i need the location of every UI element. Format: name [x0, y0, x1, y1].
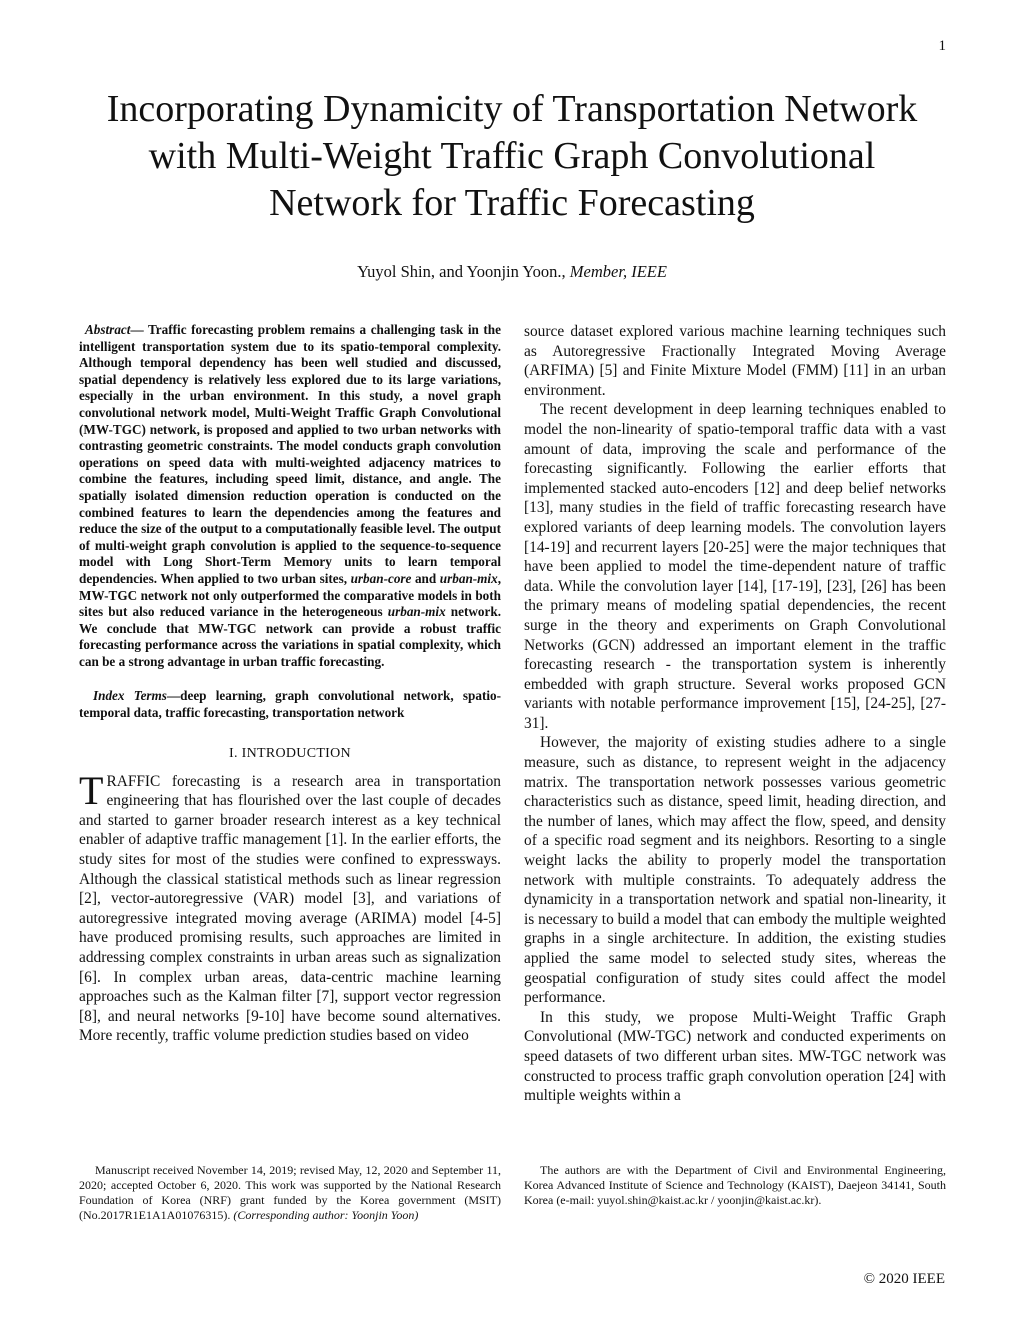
intro-text: forecasting is a research area in transportation engineering that has flourished over the last couple of decades and started to garner broader research interest as a key technical enabler of adaptive traffic management [1]. In the earlier efforts, the study sites for most of the studies were confined to expressways. Although the classical statistical methods such as linear regression [2], vector-autoregressive (VAR) model [3], and variations of autoregressive integrated moving average (ARIMA) model [4-5] have produced promising results, such approaches are limited in addressing complex constraints in urban areas such as signalization [6]. In complex urban areas, data-centric machine learning approaches such as the Kalman filter [7], support vector regression [8], and neural networks [9-10] have become sound alternatives. More recently, traffic volume prediction studies based on video — [79, 772, 501, 1045]
footnote-affiliation: The authors are with the Department of Civil and Environmental Engineering, Korea Advanced Institute of Science and Technology (KAIST), Daejeon 34141, South Korea (e-mail: yuyol.shin@kaist.ac.kr / yoonjin@kaist.ac.kr). — [524, 1163, 946, 1207]
section-first-letter: I — [241, 745, 247, 761]
footnote-manuscript — [79, 1163, 501, 1223]
abstract-site-urban-core: urban-core — [350, 570, 412, 586]
left-column — [79, 322, 501, 1046]
abstract — [79, 322, 501, 670]
abstract-text-1: Traffic forecasting problem remains a challenging task in the intelligent transportation system due to its spatio-temporal complexity. Although temporal dependency has been well studied and discussed, spatial dependency is relatively less explored due to its large variations, especially in the urban environment. In this study, a novel graph convolutional network model, Multi-Weight Traffic Graph Convolutional (MW-TGC) network, is proposed and applied to two urban networks with contrasting geometric constraints. The model conducts graph convolution operations on speed data with multi-weighted adjacency matrices to combine the features, including speed limit, distance, and angle. The spatially isolated dimension reduction operation is conducted on the combined features to learn the dependencies among the features and reduce the size of the output to a computationally feasible level. The output of multi-weight graph convolution is applied to the sequence-to-sequence model with Long Short-Term Memory units to learn temporal dependencies. When applied to two urban sites, — [79, 322, 501, 586]
abstract-text-2: , MW-TGC network not only outperformed the comparative models in both sites but also reduced variance in the heterogeneous — [79, 570, 501, 620]
abstract-and: and — [411, 570, 440, 586]
author-membership: Member, IEEE — [569, 262, 667, 281]
intro-paragraph — [79, 767, 501, 1046]
abstract-site-urban-mix: urban-mix — [439, 570, 498, 586]
right-column — [524, 322, 946, 1106]
page-number: 1 — [938, 38, 946, 54]
index-terms-text: —deep learning, graph convolutional network, spatio-temporal data, traffic forecasting, transportation network — [79, 688, 501, 721]
paper-title: Incorporating Dynamicity of Transportation Network with Multi-Weight Traffic Graph Convolutional Network for Traffic Forecasting — [106, 88, 918, 224]
right-paragraph: In this study, we propose Multi-Weight Traffic Graph Convolutional (MW-TGC) network and conducted experiments on speed datasets of two different urban sites. MW-TGC network was constructed to process traffic graph convolution operation [24] with multiple weights within a — [524, 1008, 946, 1105]
right-paragraph: However, the majority of existing studies adhere to a single measure, such as distance, to represent weight in the adjacency matrix. The transportation network possesses various geometric characteristics such as distance, speed limit, heading direction, and the number of lanes, which may affect the flow, speed, and density of a specific road segment and its neighbors. Resorting to a single weight lacks the ability to properly model the transportation network with multiple constraints. To adequately address the dynamicity in a transportation network and spatial non-linearity, it is necessary to build a model that can embody the multiple weighted graphs in a single architecture. In addition, the existing studies applied the same model to selected study sites, whereas the geospatial configuration of study sites could affect the model performance. — [524, 734, 946, 1007]
abstract-label: Abstract — [85, 322, 131, 337]
abstract-site-urban-mix-2: urban-mix — [387, 604, 446, 620]
section-number: I. — [229, 745, 238, 761]
footnote-manuscript-text: Manuscript received November 14, 2019; revised May, 12, 2020 and September 11, 2020; accepted October 6, 2020. This work was supported by the National Research Foundation of Korea (NRF) grant funded by the Korea government (MSIT) (No.2017R1E1A1A01076315). — [79, 1163, 501, 1222]
drop-cap: T — [79, 767, 104, 813]
index-terms-label: Index Terms — [93, 688, 167, 704]
right-paragraph: source dataset explored various machine learning techniques such as Autoregressive Fractionally Integrated Moving Average (ARFIMA) [5] and Finite Mixture Model (FMM) [11] in an urban environment. — [524, 323, 946, 399]
right-paragraph: The recent development in deep learning techniques enabled to model the non-linearity of spatio-temporal traffic data with a vast amount of data, improving the scale and performance of the forecasting significantly. Following the earlier efforts that implemented stacked auto-encoders [12] and deep belief networks [13], many studies in the field of traffic forecasting research have explored variants of deep learning models. The convolution layers [14-19] and recurrent layers [20-25] were the major techniques that have been applied to model the time-dependent nature of traffic data. While the convolution layer [14], [17-19], [23], [26] has been the primary means of modeling spatial dependencies, the recent surge in the theory and experiments on Graph Convolutional Networks (GCN) addressed an important element in the traffic forecasting research - the transportation system is inherently embedded with graph structure. Several works proposed GCN variants with notable performance improvement [15], [24-25], [27-31]. — [524, 401, 946, 732]
section-heading-introduction — [79, 746, 501, 762]
section-title-rest: NTRODUCTION — [246, 745, 351, 761]
author-names: Yuyol Shin, and Yoonjin Yoon., — [357, 262, 566, 281]
copyright-notice: © 2020 IEEE — [863, 1271, 945, 1287]
abstract-text-3: network. We conclude that MW-TGC network can provide a robust traffic forecasting performance across the variations in spatial complexity, which can be a strong advantage in urban traffic forecasting. — [79, 604, 501, 669]
footnote-corresponding-author: (Corresponding author: Yoonjin Yoon) — [233, 1208, 419, 1222]
intro-first-word: RAFFIC — [106, 772, 161, 790]
author-line — [80, 262, 944, 282]
abstract-dash: — — [130, 322, 144, 337]
index-terms — [79, 688, 501, 721]
